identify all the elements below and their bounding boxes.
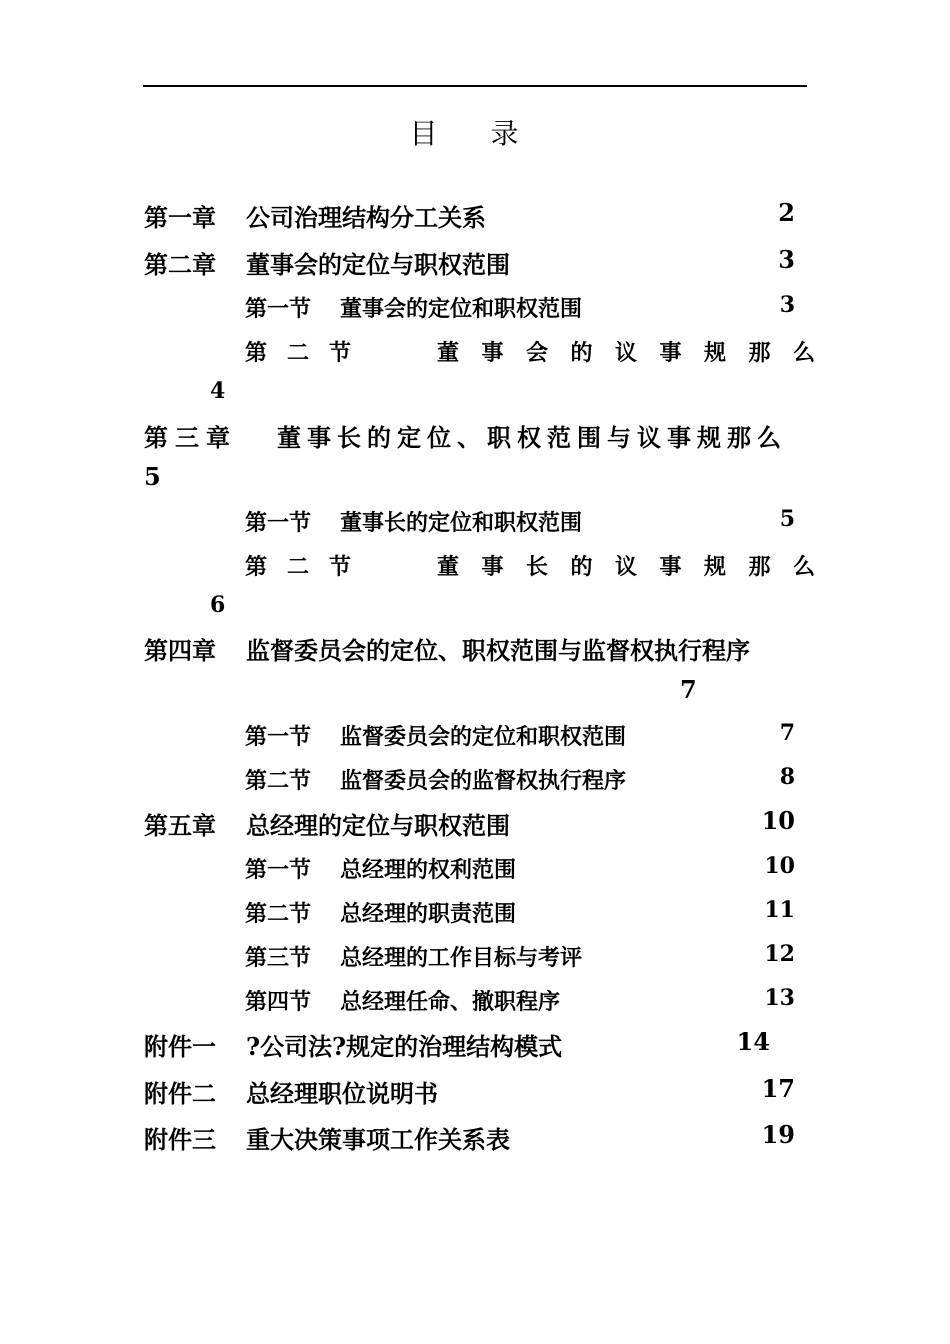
toc-label: 第二节 xyxy=(245,768,312,794)
toc-label: 第五章 xyxy=(144,811,216,840)
toc-label: 附件二 xyxy=(144,1079,216,1108)
toc-page: 19 xyxy=(761,1120,795,1149)
toc-entry-section[interactable] xyxy=(0,853,950,885)
toc-text: 重大决策事项工作关系表 xyxy=(246,1125,510,1154)
toc-label: 第二节 xyxy=(245,554,372,580)
toc-text: 总经理的定位与职权范围 xyxy=(246,811,510,840)
toc-page: 13 xyxy=(764,985,795,1011)
toc-label: 第四章 xyxy=(144,636,216,665)
toc-entry-chapter-2[interactable] xyxy=(0,245,950,279)
toc-page: 7 xyxy=(680,675,697,704)
toc-label: 第一节 xyxy=(245,857,312,883)
toc-text: 董事长的议事规那么 xyxy=(437,554,838,580)
toc-page: 3 xyxy=(778,245,795,274)
toc-entry-section[interactable] xyxy=(0,720,950,752)
toc-entry-section[interactable] xyxy=(0,550,950,622)
toc-text: 监督委员会的监督权执行程序 xyxy=(340,768,627,794)
toc-label: 第一章 xyxy=(144,203,216,232)
toc-page: 3 xyxy=(779,292,795,318)
toc-label: 第一节 xyxy=(245,724,312,750)
toc-text: 董事会的定位与职权范围 xyxy=(246,250,510,279)
toc-text: 总经理任命、撤职程序 xyxy=(340,989,561,1015)
toc-page: 8 xyxy=(779,764,795,790)
toc-entry-chapter-1[interactable] xyxy=(0,198,950,232)
toc-entry-section[interactable] xyxy=(0,941,950,973)
toc-text: 公司治理结构分工关系 xyxy=(246,203,486,232)
toc-page: 2 xyxy=(778,198,795,227)
toc-label: 第一节 xyxy=(245,510,312,536)
toc-page: 17 xyxy=(761,1074,795,1103)
toc-label: 第一节 xyxy=(245,296,312,322)
toc-text: 董事长的定位和职权范围 xyxy=(340,510,583,536)
toc-page: 4 xyxy=(210,378,226,404)
toc-text: 董事会的定位和职权范围 xyxy=(340,296,583,322)
toc-entry-appendix-1[interactable] xyxy=(0,1027,950,1061)
toc-text: 总经理的职责范围 xyxy=(340,901,517,927)
page-title: 目 录 xyxy=(409,117,541,150)
toc-entry-section[interactable] xyxy=(0,336,950,408)
toc-label: 附件一 xyxy=(144,1032,216,1061)
toc-text: 总经理职位说明书 xyxy=(246,1079,438,1108)
toc-text: 监督委员会的定位和职权范围 xyxy=(340,724,627,750)
toc-label: 第二节 xyxy=(245,340,372,366)
toc-page: 6 xyxy=(210,592,226,618)
toc-page: 12 xyxy=(764,941,795,967)
toc-entry-section[interactable] xyxy=(0,292,950,324)
toc-entry-appendix-3[interactable] xyxy=(0,1120,950,1154)
toc-entry-chapter-4[interactable] xyxy=(0,631,950,707)
toc-entry-section[interactable] xyxy=(0,897,950,929)
toc-page: 11 xyxy=(764,897,795,923)
toc-text: ?公司法?规定的治理结构模式 xyxy=(246,1032,563,1061)
toc-label: 第三节 xyxy=(245,945,312,971)
toc-entry-appendix-2[interactable] xyxy=(0,1074,950,1108)
toc-entry-section[interactable] xyxy=(0,985,950,1017)
toc-label: 附件三 xyxy=(144,1125,216,1154)
toc-page: 14 xyxy=(736,1027,770,1056)
toc-label: 第四节 xyxy=(245,989,312,1015)
toc-entry-section[interactable] xyxy=(0,764,950,796)
toc-entry-section[interactable] xyxy=(0,506,950,538)
toc-page: 7 xyxy=(779,720,795,746)
toc-page: 10 xyxy=(761,806,795,835)
toc-text: 总经理的工作目标与考评 xyxy=(340,945,583,971)
toc-label: 第二节 xyxy=(245,901,312,927)
toc-entry-chapter-3[interactable] xyxy=(0,418,950,494)
toc-text: 总经理的权利范围 xyxy=(340,857,517,883)
toc-text: 董事长的定位、职权范围与议事规那么 xyxy=(277,423,787,452)
toc-page: 5 xyxy=(779,506,795,532)
toc-text: 监督委员会的定位、职权范围与监督权执行程序 xyxy=(246,636,750,665)
toc-label: 第二章 xyxy=(144,250,216,279)
toc-page: 5 xyxy=(144,462,161,491)
toc-text: 董事会的议事规那么 xyxy=(437,340,838,366)
toc-page: 10 xyxy=(764,853,795,879)
toc-entry-chapter-5[interactable] xyxy=(0,806,950,840)
toc-label: 第三章 xyxy=(144,423,237,452)
